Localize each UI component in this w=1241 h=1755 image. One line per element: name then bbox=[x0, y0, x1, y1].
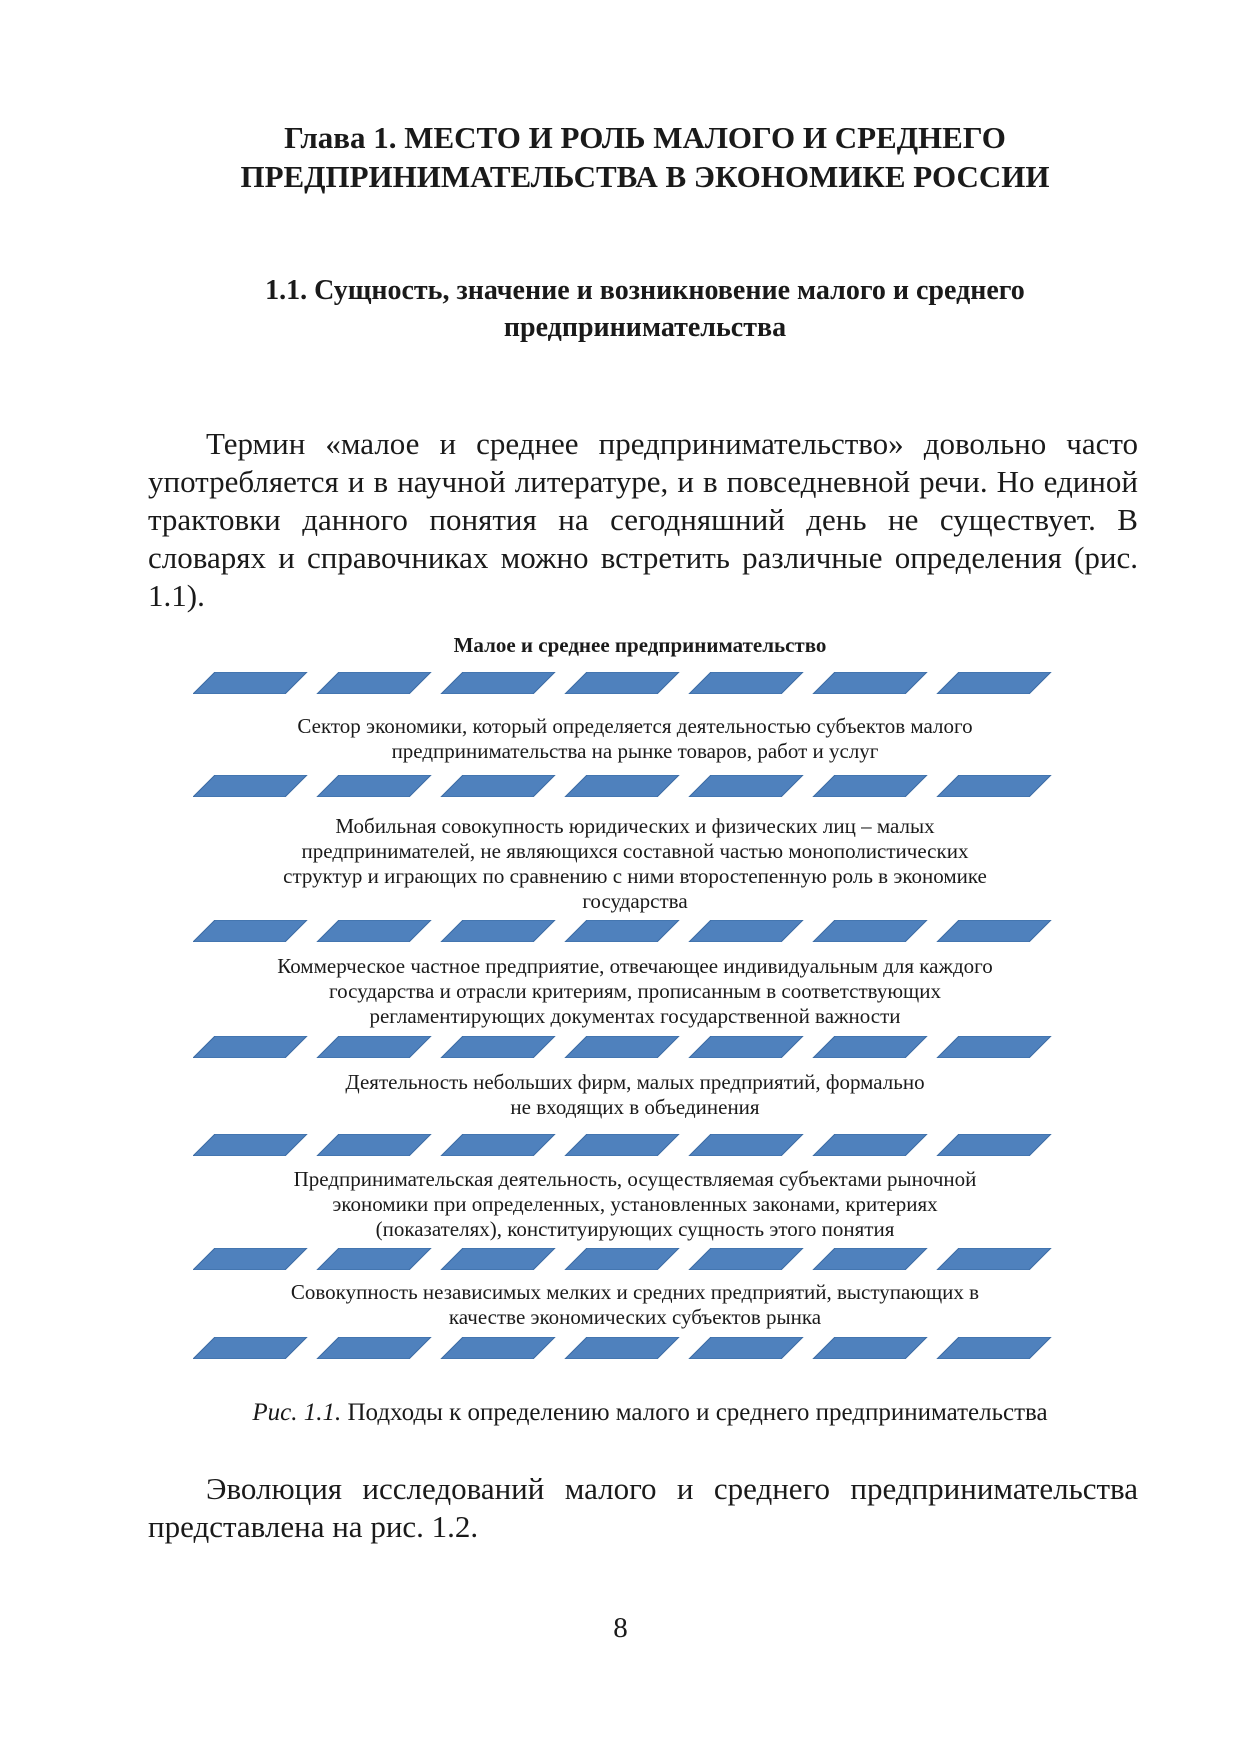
parallelogram-shape bbox=[565, 1134, 679, 1156]
parallelogram-row-5 bbox=[193, 1134, 1061, 1156]
parallelogram-shape bbox=[441, 775, 555, 797]
parallelogram-shape bbox=[813, 672, 927, 694]
parallelogram-shape bbox=[813, 1337, 927, 1359]
definition-5 bbox=[200, 1167, 1070, 1242]
parallelogram-shape bbox=[317, 1134, 431, 1156]
parallelogram-row-4 bbox=[193, 1036, 1061, 1058]
figure-heading: Малое и среднее предпринимательство bbox=[453, 633, 827, 657]
parallelogram-row-2 bbox=[193, 775, 1061, 797]
parallelogram-shape bbox=[565, 1337, 679, 1359]
parallelogram-shape bbox=[813, 775, 927, 797]
definition-6 bbox=[200, 1280, 1070, 1330]
section-title bbox=[150, 272, 1140, 346]
paragraph-intro: Термин «малое и среднее предпринимательство» довольно часто употребляется и в научной литературе, и в повседневной речи. Но единой трактовки данного понятия на сегодняшний день не существует. В словарях и справочниках можно встретить различные определения (рис. 1.1). bbox=[148, 426, 1138, 613]
chapter-title bbox=[130, 118, 1160, 196]
parallelogram-shape bbox=[565, 1248, 679, 1270]
parallelogram-shape bbox=[937, 672, 1051, 694]
parallelogram-strip bbox=[193, 672, 1061, 694]
definition-3-line-3: регламентирующих документах государственной важности bbox=[369, 1004, 901, 1028]
parallelogram-shape bbox=[317, 920, 431, 942]
definition-1 bbox=[200, 714, 1070, 764]
definition-2-line-2: предпринимателей, не являющихся составной частью монополистических bbox=[301, 839, 969, 863]
parallelogram-shape bbox=[937, 1248, 1051, 1270]
section-title-line-2: предпринимательства bbox=[503, 312, 787, 343]
parallelogram-strip bbox=[193, 1337, 1061, 1359]
chapter-title-line-2: ПРЕДПРИНИМАТЕЛЬСТВА В ЭКОНОМИКЕ РОССИИ bbox=[240, 159, 1050, 194]
definition-6-line-2: качестве экономических субъектов рынка bbox=[448, 1305, 822, 1329]
parallelogram-shape bbox=[813, 1248, 927, 1270]
parallelogram-shape bbox=[193, 672, 307, 694]
definition-4-line-2: не входящих в объединения bbox=[510, 1095, 760, 1119]
parallelogram-shape bbox=[689, 1248, 803, 1270]
figure-caption bbox=[140, 1398, 1160, 1428]
definition-4 bbox=[200, 1070, 1070, 1120]
parallelogram-shape bbox=[689, 1036, 803, 1058]
parallelogram-row-1 bbox=[193, 672, 1061, 694]
definition-2-line-4: государства bbox=[582, 889, 688, 913]
parallelogram-row-3 bbox=[193, 920, 1061, 942]
definition-2-line-1: Мобильная совокупность юридических и физических лиц – малых bbox=[335, 814, 935, 838]
parallelogram-shape bbox=[317, 672, 431, 694]
parallelogram-shape bbox=[565, 775, 679, 797]
figure-caption-text: Подходы к определению малого и среднего предпринимательства bbox=[341, 1399, 1048, 1426]
chapter-title-line-1: Глава 1. МЕСТО И РОЛЬ МАЛОГО И СРЕДНЕГО bbox=[284, 120, 1006, 155]
definition-6-line-1: Совокупность независимых мелких и средних предприятий, выступающих в bbox=[290, 1280, 980, 1304]
parallelogram-shape bbox=[689, 1337, 803, 1359]
parallelogram-shape bbox=[317, 1337, 431, 1359]
parallelogram-shape bbox=[937, 775, 1051, 797]
parallelogram-strip bbox=[193, 775, 1061, 797]
parallelogram-strip bbox=[193, 1036, 1061, 1058]
definition-5-line-2: экономики при определенных, установленных законами, критериях bbox=[332, 1192, 938, 1216]
page-number: 8 bbox=[613, 1612, 628, 1644]
parallelogram-shape bbox=[193, 1036, 307, 1058]
parallelogram-row-6 bbox=[193, 1248, 1061, 1270]
parallelogram-shape bbox=[937, 1036, 1051, 1058]
parallelogram-strip bbox=[193, 1248, 1061, 1270]
parallelogram-shape bbox=[565, 920, 679, 942]
parallelogram-shape bbox=[317, 1036, 431, 1058]
parallelogram-shape bbox=[565, 1036, 679, 1058]
parallelogram-shape bbox=[441, 1134, 555, 1156]
paragraph-evolution: Эволюция исследований малого и среднего предпринимательства представлена на рис. 1.2. bbox=[148, 1471, 1138, 1544]
definition-1-line-1: Сектор экономики, который определяется деятельностью субъектов малого bbox=[297, 714, 973, 738]
parallelogram-shape bbox=[193, 1248, 307, 1270]
section-title-line-1: 1.1. Сущность, значение и возникновение малого и среднего bbox=[265, 275, 1025, 306]
parallelogram-shape bbox=[689, 920, 803, 942]
definition-5-line-3: (показателях), конституирующих сущность этого понятия bbox=[375, 1217, 895, 1241]
parallelogram-shape bbox=[193, 1337, 307, 1359]
parallelogram-shape bbox=[441, 1248, 555, 1270]
parallelogram-shape bbox=[937, 920, 1051, 942]
parallelogram-shape bbox=[689, 1134, 803, 1156]
definition-2-line-3: структур и играющих по сравнению с ними второстепенную роль в экономике bbox=[283, 864, 987, 888]
definition-5-line-1: Предпринимательская деятельность, осуществляемая субъектами рыночной bbox=[293, 1167, 977, 1191]
definition-4-line-1: Деятельность небольших фирм, малых предприятий, формально bbox=[345, 1070, 925, 1094]
parallelogram-shape bbox=[441, 1337, 555, 1359]
parallelogram-shape bbox=[441, 672, 555, 694]
parallelogram-shape bbox=[193, 1134, 307, 1156]
parallelogram-shape bbox=[813, 1036, 927, 1058]
parallelogram-shape bbox=[317, 1248, 431, 1270]
parallelogram-shape bbox=[813, 1134, 927, 1156]
definition-3-line-1: Коммерческое частное предприятие, отвечающее индивидуальным для каждого bbox=[277, 954, 993, 978]
definition-1-line-2: предпринимательства на рынке товаров, работ и услуг bbox=[391, 739, 879, 763]
parallelogram-strip bbox=[193, 1134, 1061, 1156]
parallelogram-shape bbox=[937, 1134, 1051, 1156]
parallelogram-shape bbox=[937, 1337, 1051, 1359]
parallelogram-shape bbox=[441, 920, 555, 942]
parallelogram-strip bbox=[193, 920, 1061, 942]
parallelogram-shape bbox=[441, 1036, 555, 1058]
figure-caption-label: Рис. 1.1. bbox=[252, 1399, 342, 1426]
parallelogram-shape bbox=[689, 672, 803, 694]
parallelogram-shape bbox=[689, 775, 803, 797]
parallelogram-shape bbox=[193, 775, 307, 797]
definition-3 bbox=[200, 954, 1070, 1029]
parallelogram-row-7 bbox=[193, 1337, 1061, 1359]
parallelogram-shape bbox=[565, 672, 679, 694]
parallelogram-shape bbox=[813, 920, 927, 942]
definition-2 bbox=[200, 814, 1070, 914]
definition-3-line-2: государства и отрасли критериям, прописанным в соответствующих bbox=[329, 979, 941, 1003]
parallelogram-shape bbox=[317, 775, 431, 797]
parallelogram-shape bbox=[193, 920, 307, 942]
